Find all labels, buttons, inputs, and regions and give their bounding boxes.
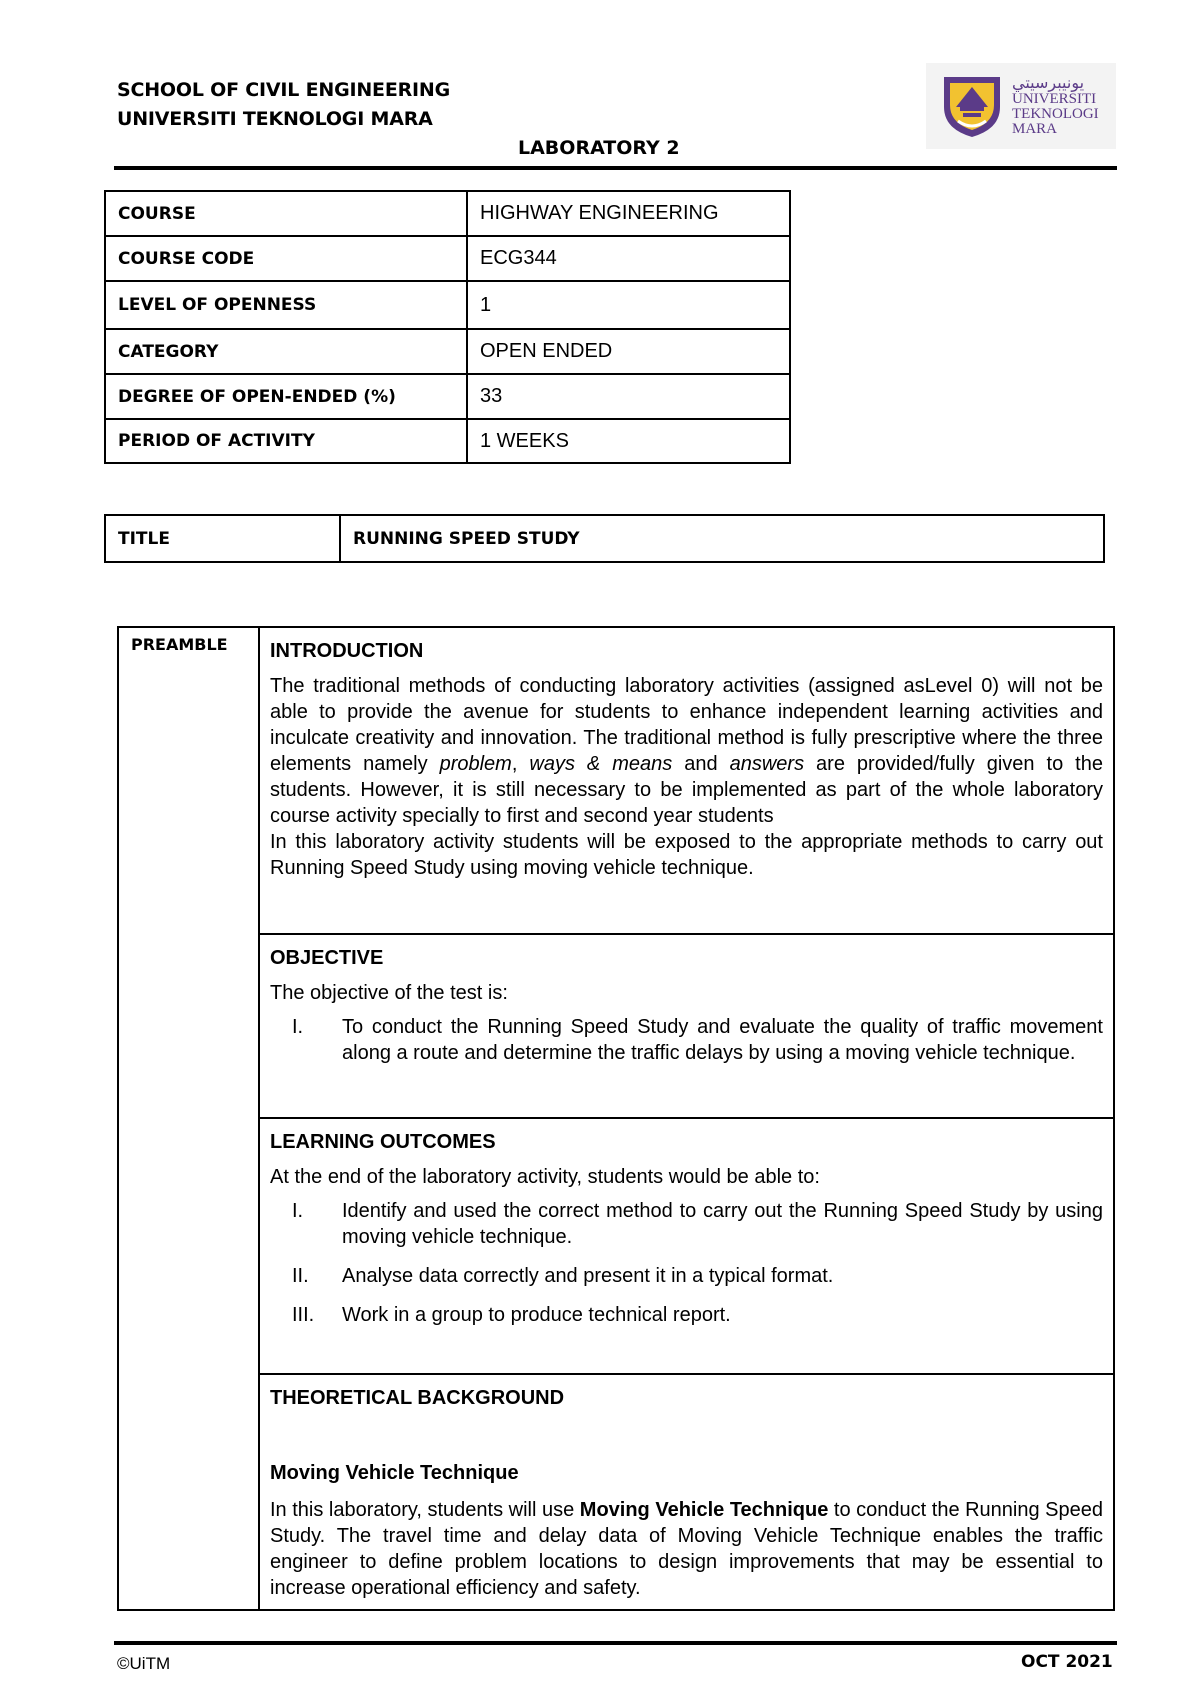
objective-heading: OBJECTIVE: [270, 947, 384, 969]
lab-title: LABORATORY 2: [518, 137, 680, 159]
theoretical-background-paragraph: [270, 1497, 1103, 1601]
theoretical-background-heading: THEORETICAL BACKGROUND: [270, 1387, 565, 1409]
footer-divider: [114, 1641, 1117, 1645]
title-key: TITLE: [105, 515, 340, 562]
info-value: 1: [467, 281, 790, 329]
learning-outcomes-list: [270, 1198, 1103, 1328]
title-value: RUNNING SPEED STUDY: [340, 515, 1104, 562]
info-key: LEVEL OF OPENNESS: [105, 281, 467, 329]
preamble-label-cell: [119, 628, 260, 1609]
introduction-paragraph-1: [270, 673, 1103, 829]
list-text: To conduct the Running Speed Study and evaluate the quality of traffic movement along a route and determine the traffic delays by using a moving vehicle technique.: [342, 1016, 1103, 1064]
intro-text: ,: [511, 753, 530, 775]
introduction-heading: INTRODUCTION: [270, 640, 424, 662]
tb-bold-text: Moving Vehicle Technique: [579, 1499, 829, 1521]
list-number: II.: [292, 1265, 309, 1287]
learning-outcomes-intro: At the end of the laboratory activity, students would be able to:: [270, 1166, 820, 1188]
moving-vehicle-subheading: Moving Vehicle Technique: [270, 1462, 519, 1484]
info-key: DEGREE OF OPEN-ENDED (%): [105, 374, 467, 419]
logo-wordmark: [1012, 92, 1099, 137]
list-text: Work in a group to produce technical report.: [342, 1304, 731, 1326]
list-number: I.: [292, 1016, 304, 1038]
table-row: [105, 236, 790, 281]
list-number: III.: [292, 1304, 315, 1326]
info-key: PERIOD OF ACTIVITY: [105, 419, 467, 463]
list-item: [270, 1198, 1103, 1250]
table-row: [105, 515, 1104, 562]
intro-emphasis: problem: [439, 753, 512, 775]
info-key: COURSE CODE: [105, 236, 467, 281]
learning-outcomes-heading: LEARNING OUTCOMES: [270, 1131, 496, 1153]
university-name: UNIVERSITI TEKNOLOGI MARA: [117, 108, 433, 130]
list-number: I.: [292, 1200, 304, 1222]
intro-emphasis: ways & means: [529, 753, 673, 775]
introduction-section: [260, 628, 1113, 935]
footer-copyright: ©UiTM: [117, 1654, 171, 1673]
logo-line-3: MARA: [1012, 121, 1058, 137]
learning-outcomes-section: [260, 1119, 1113, 1375]
intro-emphasis: answers: [729, 753, 805, 775]
info-key: COURSE: [105, 191, 467, 236]
info-key: CATEGORY: [105, 329, 467, 374]
objective-intro: The objective of the test is:: [270, 982, 508, 1004]
introduction-paragraph-2: In this laboratory activity students will be exposed to the appropriate methods to carry out Running Speed Study using moving vehicle technique.: [270, 831, 1103, 879]
table-row: [105, 281, 790, 329]
objective-list: [270, 1014, 1103, 1066]
school-header: [117, 76, 450, 134]
header-divider: [114, 166, 1117, 170]
info-value: HIGHWAY ENGINEERING: [467, 191, 790, 236]
logo-script-text: ﯾﻮﻧﯿﺒﺮﺳﯿﺘﻲ: [1012, 73, 1085, 92]
info-value: OPEN ENDED: [467, 329, 790, 374]
intro-text: are provided/fully given to the students. However, it is still necessary to be implemented as part of the whole laboratory course activity specially to first and second year students: [270, 753, 1103, 827]
preamble-label: PREAMBLE: [131, 635, 228, 654]
info-value: 33: [467, 374, 790, 419]
info-value: ECG344: [467, 236, 790, 281]
uitm-crest-icon: [940, 73, 1004, 139]
list-item: [270, 1302, 1103, 1328]
logo-line-2: TEKNOLOGI: [1012, 106, 1099, 122]
table-row: [105, 329, 790, 374]
info-value: 1 WEEKS: [467, 419, 790, 463]
title-table: [104, 514, 1105, 563]
footer-date: OCT 2021: [1021, 1652, 1113, 1672]
theoretical-background-section: [260, 1375, 1113, 1609]
list-text: Analyse data correctly and present it in a typical format.: [342, 1265, 834, 1287]
tb-text: to conduct the Running Speed Study. The travel time and delay data of Moving Vehicle Technique enables the traffic engineer to define problem locations to design improvements that may be essential to increase operational efficiency and safety.: [270, 1499, 1104, 1599]
objective-section: [260, 935, 1113, 1119]
preamble-content: [260, 628, 1113, 1609]
logo-line-1: UNIVERSITI: [1012, 91, 1097, 107]
list-item: [270, 1014, 1103, 1066]
table-row: [105, 374, 790, 419]
table-row: [105, 191, 790, 236]
preamble-table: [117, 626, 1115, 1611]
school-name: SCHOOL OF CIVIL ENGINEERING: [117, 79, 451, 101]
intro-text: and: [672, 753, 730, 775]
list-item: [270, 1263, 1103, 1289]
uitm-logo: [926, 63, 1116, 149]
tb-text: In this laboratory, students will use: [270, 1499, 580, 1521]
list-text: Identify and used the correct method to carry out the Running Speed Study by using moving vehicle technique.: [342, 1200, 1103, 1248]
intro-text: The traditional methods of conducting laboratory activities (assigned asLevel 0) will not be able to provide the avenue for students to enhance independent learning activities and inculcate creativity and innovation. The traditional method is fully prescriptive where the three elements namely: [270, 675, 1103, 775]
course-info-table: [104, 190, 791, 464]
table-row: [105, 419, 790, 463]
